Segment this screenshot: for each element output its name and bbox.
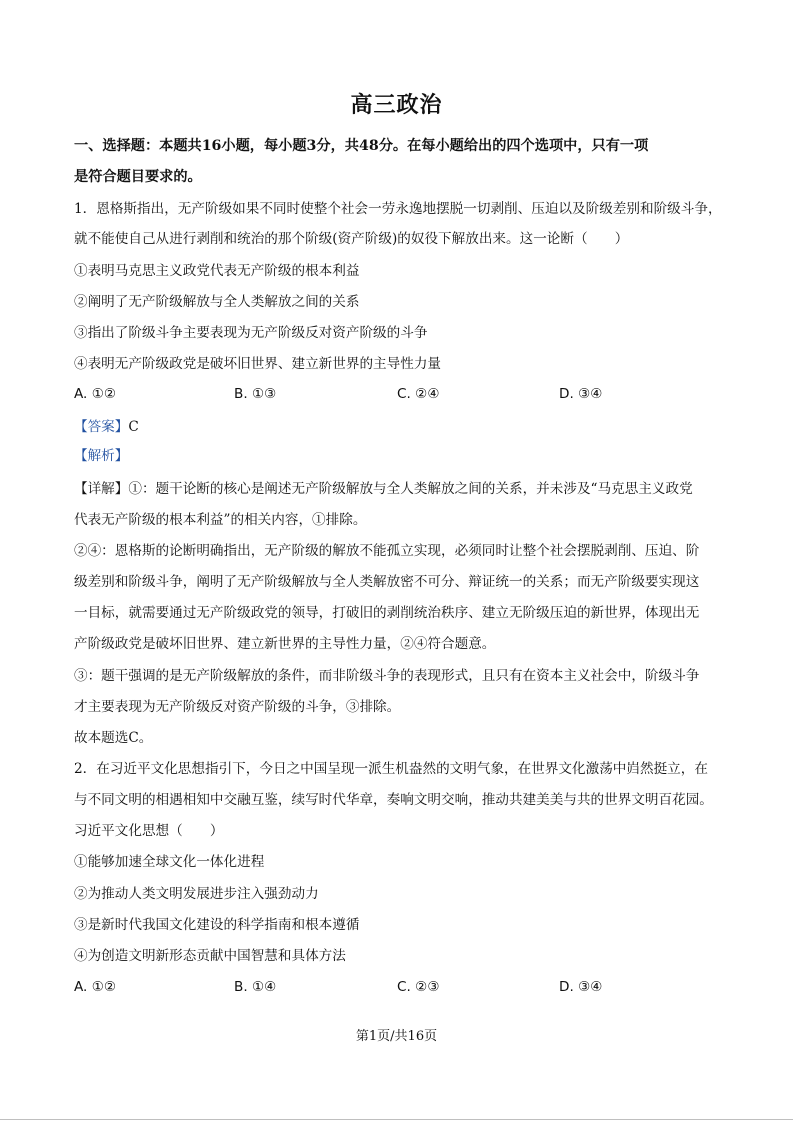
q2-stem-line-1: 2．在习近平文化思想指引下，今日之中国呈现一派生机盎然的文明气象，在世界文化激荡中岿然挺立，在 xyxy=(74,761,708,777)
q2-option-d xyxy=(559,979,603,995)
answer-label: 【答案】 xyxy=(74,419,129,435)
q1-detail-line-7: ③：题干强调的是无产阶级解放的条件，而非阶级斗争的表现形式，且只有在资本主义社会中，阶级斗争 xyxy=(74,668,700,684)
q2-option-c xyxy=(397,979,440,995)
section-heading-line-1: 一、选择题：本题共16小题，每小题3分，共48分。在每小题给出的四个选项中，只有一项 xyxy=(74,138,649,154)
q1-option-c xyxy=(397,386,440,402)
q1-detail-line-5: 一目标，就需要通过无产阶级政党的领导，打破旧的剥削统治秩序、建立无阶级压迫的新世界，体现出无 xyxy=(74,605,700,621)
q1-options xyxy=(74,386,734,404)
q1-option-b xyxy=(234,386,276,402)
section-heading-line-2: 是符合题目要求的。 xyxy=(74,169,202,185)
option-text: ②③ xyxy=(415,979,440,995)
q1-detail-line-1: 【详解】①：题干论断的核心是阐述无产阶级解放与全人类解放之间的关系，并未涉及“马克思主义政党 xyxy=(74,481,693,497)
q1-detail-line-9: 故本题选C。 xyxy=(74,730,153,746)
q1-detail-line-8: 才主要表现为无产阶级反对资产阶级的斗争，③排除。 xyxy=(74,699,401,715)
option-text: ②④ xyxy=(415,386,440,402)
option-text: ③④ xyxy=(578,979,603,995)
q2-option-b xyxy=(234,979,276,995)
bottom-divider xyxy=(0,1119,793,1120)
q2-stem-line-3: 习近平文化思想（ ） xyxy=(74,823,224,839)
q2-options xyxy=(74,979,734,997)
q1-analysis-label: 【解析】 xyxy=(74,448,129,464)
q1-stem-line-2: 就不能使自己从进行剥削和统治的那个阶级(资产阶级)的奴役下解放出来。这一论断（ ） xyxy=(74,231,629,247)
option-text: ①④ xyxy=(251,979,277,995)
q1-item-2: ②阐明了无产阶级解放与全人类解放之间的关系 xyxy=(74,294,360,310)
option-text: ①③ xyxy=(251,386,277,402)
option-text: ①② xyxy=(91,386,117,402)
option-key: D. xyxy=(559,386,574,402)
q2-item-1: ①能够加速全球文化一体化进程 xyxy=(74,854,265,870)
q1-option-a xyxy=(74,386,116,402)
q1-detail-line-6: 产阶级政党是破坏旧世界、建立新世界的主导性力量，②④符合题意。 xyxy=(74,636,496,652)
q1-detail-line-4: 级差别和阶级斗争，阐明了无产阶级解放与全人类解放密不可分、辩证统一的关系；而无产阶级要实现这 xyxy=(74,574,700,590)
q1-detail-line-2: 代表无产阶级的根本利益”的相关内容，①排除。 xyxy=(74,512,367,528)
option-key: C. xyxy=(397,386,411,402)
q1-answer xyxy=(74,418,734,436)
page-title: 高三政治 xyxy=(350,92,443,118)
q2-option-a xyxy=(74,979,116,995)
q2-stem-line-2: 与不同文明的相遇相知中交融互鉴，续写时代华章，奏响文明交响，推动共建美美与共的世界文明百花园。 xyxy=(74,792,713,808)
option-key: D. xyxy=(559,979,574,995)
q1-stem-line-1: 1．恩格斯指出，无产阶级如果不同时使整个社会一劳永逸地摆脱一切剥削、压迫以及阶级差别和阶级斗争， xyxy=(74,201,722,217)
option-key: A. xyxy=(74,979,88,995)
q1-item-1: ①表明马克思主义政党代表无产阶级的根本利益 xyxy=(74,263,360,279)
option-key: B. xyxy=(234,979,248,995)
option-key: B. xyxy=(234,386,248,402)
option-key: A. xyxy=(74,386,88,402)
answer-value: C xyxy=(128,419,139,435)
option-text: ①② xyxy=(91,979,117,995)
page-footer: 第1页/共16页 xyxy=(355,1029,438,1044)
q2-item-3: ③是新时代我国文化建设的科学指南和根本遵循 xyxy=(74,917,360,933)
q2-item-2: ②为推动人类文明发展进步注入强劲动力 xyxy=(74,886,319,902)
option-key: C. xyxy=(397,979,411,995)
q1-item-3: ③指出了阶级斗争主要表现为无产阶级反对资产阶级的斗争 xyxy=(74,325,428,341)
option-text: ③④ xyxy=(578,386,603,402)
q1-option-d xyxy=(559,386,603,402)
q1-item-4: ④表明无产阶级政党是破坏旧世界、建立新世界的主导性力量 xyxy=(74,356,442,372)
q2-item-4: ④为创造文明新形态贡献中国智慧和具体方法 xyxy=(74,948,346,964)
q1-detail-line-3: ②④：恩格斯的论断明确指出，无产阶级的解放不能孤立实现，必须同时让整个社会摆脱剥削、压迫、阶 xyxy=(74,543,700,559)
